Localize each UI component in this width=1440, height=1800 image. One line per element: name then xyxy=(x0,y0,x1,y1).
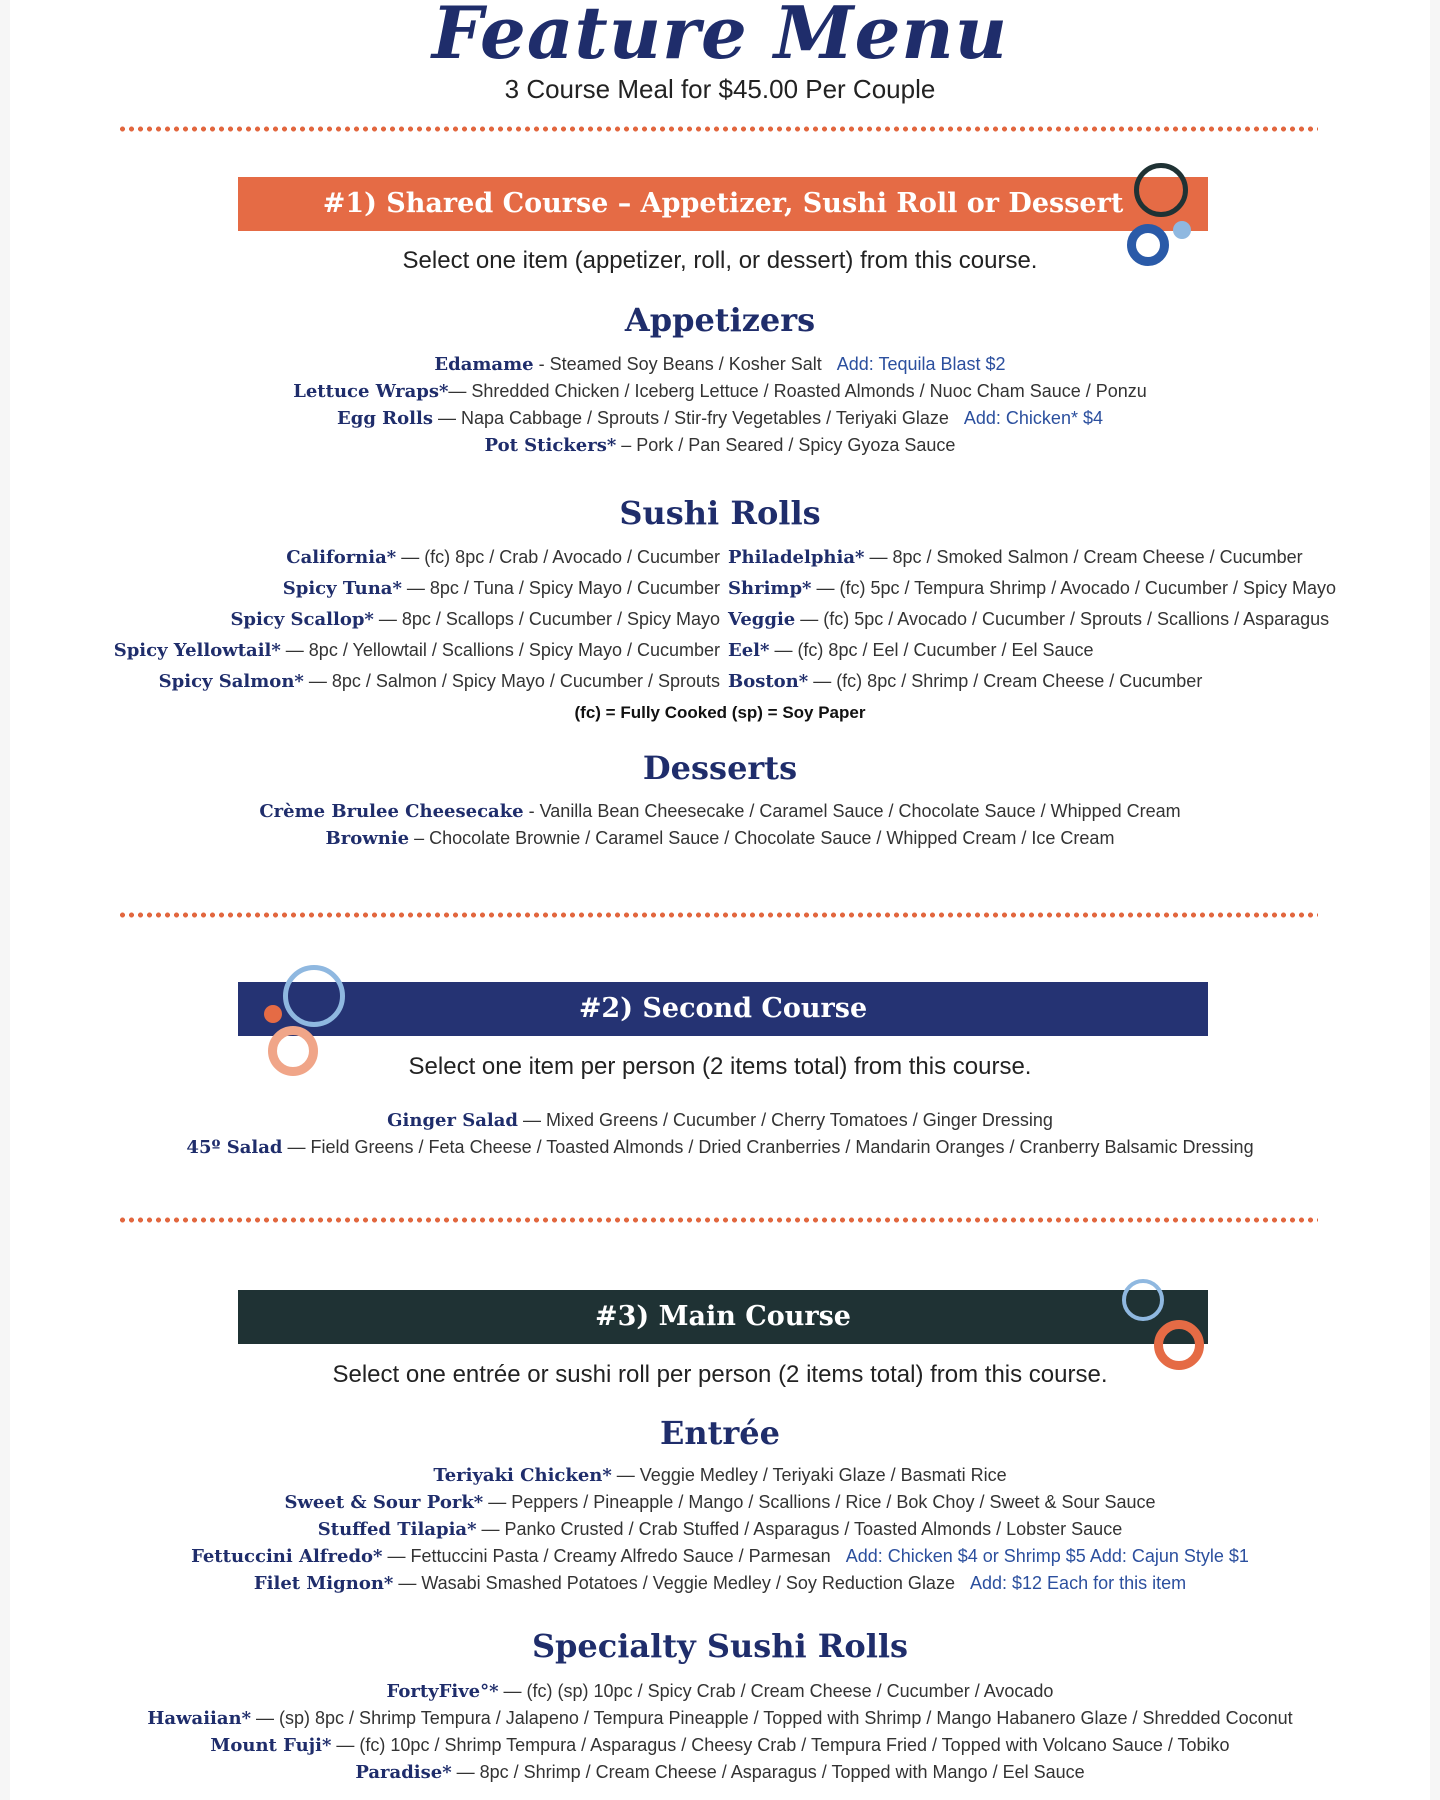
course2-banner: #2) Second Course xyxy=(238,982,1208,1036)
list-item: Lettuce Wraps*— Shredded Chicken / Iceberg Lettuce / Roasted Almonds / Nuoc Cham Sauce / Ponzu xyxy=(293,381,1147,402)
list-item: Brownie – Chocolate Brownie / Caramel Sauce / Chocolate Sauce / Whipped Cream / Ice Cream xyxy=(325,828,1115,849)
list-item: Filet Mignon* — Wasabi Smashed Potatoes / Veggie Medley / Soy Reduction Glaze Add: $12 Each for this item xyxy=(253,1573,1187,1594)
salads-list xyxy=(10,1107,1430,1161)
list-item: 45º Salad — Field Greens / Feta Cheese / Toasted Almonds / Dried Cranberries / Mandarin Oranges / Cranberry Balsamic Dressing xyxy=(186,1137,1254,1158)
specialty-rolls-list xyxy=(10,1678,1430,1786)
list-item: Eel* — (fc) 8pc / Eel / Cucumber / Eel Sauce xyxy=(728,640,1094,661)
specialty-rolls-heading: Specialty Sushi Rolls xyxy=(531,1627,909,1665)
dotted-divider xyxy=(118,125,1318,133)
desserts-heading: Desserts xyxy=(642,749,798,787)
course1-instruction: Select one item (appetizer, roll, or dessert) from this course. xyxy=(402,247,1038,274)
list-item: Pot Stickers* – Pork / Pan Seared / Spicy Gyoza Sauce xyxy=(484,435,956,456)
sushi-rolls-heading: Sushi Rolls xyxy=(619,494,821,532)
course3-banner: #3) Main Course xyxy=(238,1290,1208,1344)
list-item: Hawaiian* — (sp) 8pc / Shrimp Tempura / Jalapeno / Tempura Pineapple / Topped with Shrimp / Mango Habanero Glaze / Shredded Coconut xyxy=(147,1708,1293,1729)
dot-decoration xyxy=(1173,221,1191,239)
list-item: Spicy Scallop* — 8pc / Scallops / Cucumber / Spicy Mayo xyxy=(230,609,720,630)
list-item: Edamame - Steamed Soy Beans / Kosher Salt Add: Tequila Blast $2 xyxy=(434,354,1006,375)
list-item: Spicy Yellowtail* — 8pc / Yellowtail / Scallions / Spicy Mayo / Cucumber xyxy=(113,640,720,661)
list-item: FortyFive°* — (fc) (sp) 10pc / Spicy Crab / Cream Cheese / Cucumber / Avocado xyxy=(386,1681,1054,1702)
course1-banner: #1) Shared Course – Appetizer, Sushi Roll or Dessert xyxy=(238,177,1208,231)
circle-decoration xyxy=(1122,1279,1164,1321)
list-item: Boston* — (fc) 8pc / Shrimp / Cream Cheese / Cucumber xyxy=(728,671,1203,692)
circle-decoration xyxy=(1134,163,1188,217)
list-item: Egg Rolls — Napa Cabbage / Sprouts / Stir-fry Vegetables / Teriyaki Glaze Add: Chicken* $4 xyxy=(337,408,1103,429)
appetizers-heading: Appetizers xyxy=(624,301,816,339)
list-item: Spicy Salmon* — 8pc / Salmon / Spicy Mayo / Cucumber / Sprouts xyxy=(158,671,720,692)
list-item: Paradise* — 8pc / Shrimp / Cream Cheese / Asparagus / Topped with Mango / Eel Sauce xyxy=(355,1762,1085,1783)
desserts-list xyxy=(10,798,1430,852)
dotted-divider xyxy=(118,1216,1318,1224)
course3-instruction: Select one entrée or sushi roll per person (2 items total) from this course. xyxy=(332,1361,1108,1388)
list-item: Fettuccini Alfredo* — Fettuccini Pasta / Creamy Alfredo Sauce / Parmesan Add: Chicken $4 or Shrimp $5 Add: Cajun Style $1 xyxy=(191,1546,1249,1567)
menu-page xyxy=(10,0,1430,1800)
dot-decoration xyxy=(264,1005,282,1023)
list-item: Veggie — (fc) 5pc / Avocado / Cucumber / Sprouts / Scallions / Asparagus xyxy=(728,609,1330,630)
list-item: Philadelphia* — 8pc / Smoked Salmon / Cream Cheese / Cucumber xyxy=(728,547,1303,568)
menu-subtitle: 3 Course Meal for $45.00 Per Couple xyxy=(504,74,936,104)
list-item: Stuffed Tilapia* — Panko Crusted / Crab Stuffed / Asparagus / Toasted Almonds / Lobster Sauce xyxy=(317,1519,1123,1540)
list-item: California* — (fc) 8pc / Crab / Avocado / Cucumber xyxy=(286,547,720,568)
list-item: Spicy Tuna* — 8pc / Tuna / Spicy Mayo / Cucumber xyxy=(282,578,720,599)
menu-title: Feature Menu xyxy=(431,0,1009,75)
legend-note: (fc) = Fully Cooked (sp) = Soy Paper xyxy=(574,703,866,722)
rolls-left-column xyxy=(114,542,720,697)
list-item: Mount Fuji* — (fc) 10pc / Shrimp Tempura / Asparagus / Cheesy Crab / Tempura Fried / Topped with Volcano Sauce / Tobiko xyxy=(210,1735,1230,1756)
course2-instruction: Select one item per person (2 items total) from this course. xyxy=(408,1053,1032,1080)
appetizers-list xyxy=(10,351,1430,459)
list-item: Sweet & Sour Pork* — Peppers / Pineapple / Mango / Scallions / Rice / Bok Choy / Sweet & Sour Sauce xyxy=(284,1492,1156,1513)
list-item: Crème Brulee Cheesecake - Vanilla Bean Cheesecake / Caramel Sauce / Chocolate Sauce / Whipped Cream xyxy=(259,801,1181,822)
entrees-list xyxy=(10,1462,1430,1597)
list-item: Shrimp* — (fc) 5pc / Tempura Shrimp / Avocado / Cucumber / Spicy Mayo xyxy=(728,578,1336,599)
rolls-right-column xyxy=(728,542,1336,697)
list-item: Ginger Salad — Mixed Greens / Cucumber / Cherry Tomatoes / Ginger Dressing xyxy=(387,1110,1053,1131)
dotted-divider xyxy=(118,911,1318,919)
entree-heading: Entrée xyxy=(659,1414,780,1452)
list-item: Teriyaki Chicken* — Veggie Medley / Teriyaki Glaze / Basmati Rice xyxy=(433,1465,1007,1486)
circle-decoration xyxy=(283,965,345,1027)
